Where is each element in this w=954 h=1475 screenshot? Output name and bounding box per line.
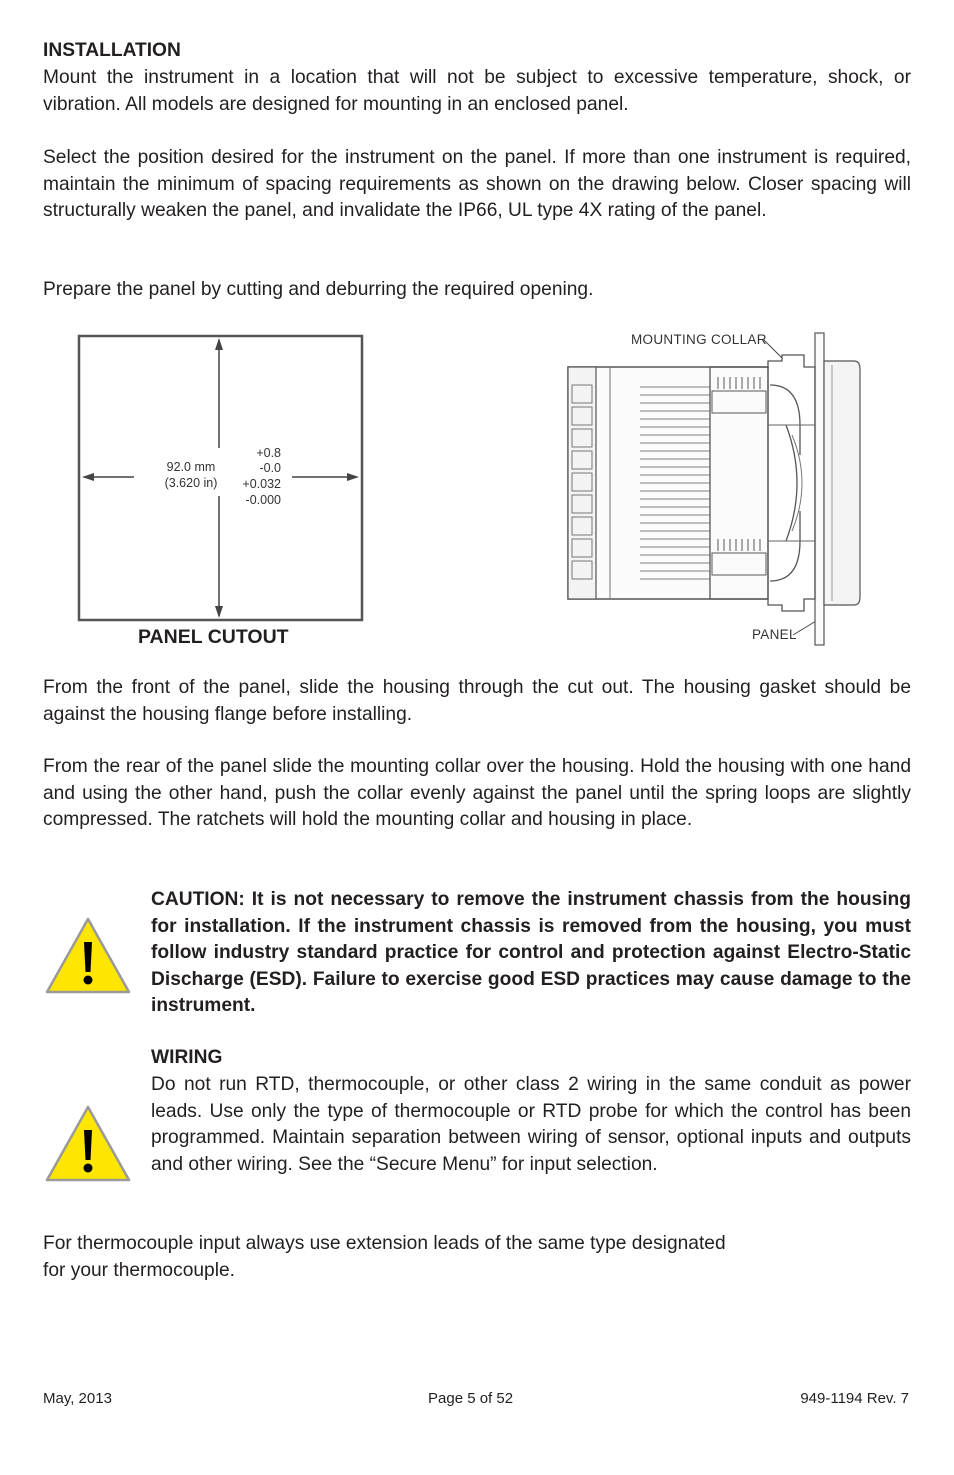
panel-cutout-caption: PANEL CUTOUT	[138, 626, 289, 648]
cutout-dim-in: (3.620 in)	[164, 476, 218, 490]
panel-plate	[815, 333, 824, 645]
cutout-tol-in-plus: +0.032	[242, 477, 281, 491]
footer-page-number: Page 5 of 52	[428, 1390, 514, 1407]
cutout-tol-mm-minus: -0.0	[259, 461, 281, 475]
housing-side-view-figure	[560, 325, 870, 650]
cutout-tol-mm-plus: +0.8	[256, 446, 281, 460]
cutout-tol-in-minus: -0.000	[245, 493, 281, 507]
mounting-collar-label: MOUNTING COLLAR	[631, 332, 767, 347]
installation-heading: INSTALLATION	[43, 40, 181, 61]
cutout-dim-mm: 92.0 mm	[166, 460, 216, 474]
mounting-paragraph-2: From the rear of the panel slide the mounting collar over the housing. Hold the housing with one hand and using the other hand, push the collar evenly against the panel until the spring loops are slightly compressed. The ratchets will hold the mounting collar and housing in place.	[43, 756, 911, 830]
wiring-text: Do not run RTD, thermocouple, or other class 2 wiring in the same conduit as power leads. Use only the type of thermocouple or RTD probe for which the control has been programmed. Maintain separation between wiring of sensor, optional inputs and outputs and other wiring. See the “Secure Menu” for input selection.	[151, 1074, 911, 1175]
caution-text: CAUTION: It is not necessary to remove the instrument chassis from the housing for installation. If the instrument chassis is removed from the housing, you must follow industry standard practice for control and protection against Electro-Static Discharge (ESD). Failure to exercise good ESD practices may cause damage to the instrument.	[151, 889, 911, 1016]
panel-cutout-figure	[70, 328, 370, 628]
footer-date: May, 2013	[43, 1390, 112, 1407]
mounting-collar-leader	[764, 340, 782, 358]
arrow-left-icon	[82, 473, 94, 481]
arrow-up-icon	[215, 338, 223, 350]
installation-paragraph-3: Prepare the panel by cutting and deburring the required opening.	[43, 279, 594, 300]
installation-paragraph-1: Mount the instrument in a location that will not be subject to excessive temperature, shock, or vibration. All models are designed for mounting in an enclosed panel.	[43, 67, 911, 115]
arrow-right-icon	[347, 473, 359, 481]
wiring-heading: WIRING	[151, 1047, 223, 1068]
installation-paragraph-2: Select the position desired for the instrument on the panel. If more than one instrument is required, maintain the minimum of spacing requirements as shown on the drawing below. Closer spacing will structurally weaken the panel, and invalidate the IP66, UL type 4X rating of the panel.	[43, 147, 911, 221]
arrow-down-icon	[215, 606, 223, 618]
warning-triangle-icon	[44, 1104, 132, 1184]
warning-triangle-icon	[44, 916, 132, 996]
thermocouple-line-2: for your thermocouple.	[43, 1260, 235, 1281]
footer-document-number: 949-1194 Rev. 7	[800, 1390, 909, 1407]
front-bezel	[824, 361, 860, 605]
panel-label: PANEL	[752, 627, 797, 642]
thermocouple-line-1: For thermocouple input always use extension leads of the same type designated	[43, 1233, 726, 1254]
mounting-paragraph-1: From the front of the panel, slide the housing through the cut out. The housing gasket should be against the housing flange before installing.	[43, 677, 911, 725]
